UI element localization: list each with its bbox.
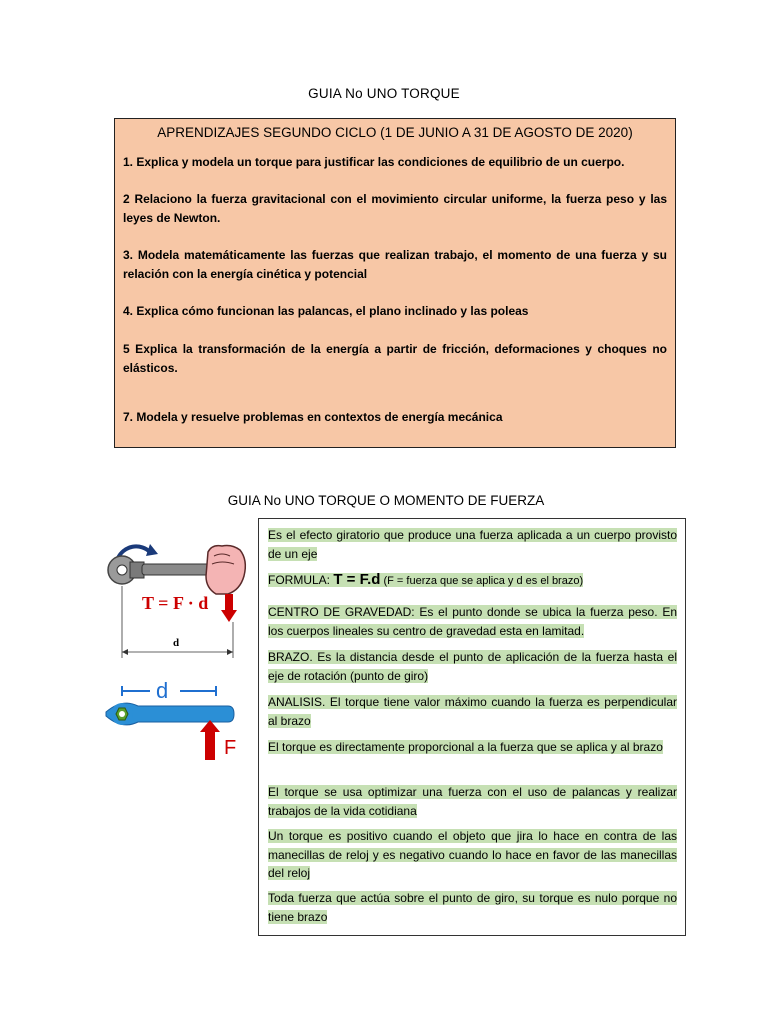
blue-wrench-figure (98, 676, 248, 766)
objective-item: 3. Modela matemáticamente las fuerzas que realizan trabajo, el momento de una fuerza y su relación con la energía cinética y potencial (123, 248, 667, 281)
force-label: F (224, 737, 237, 759)
definition-paragraph (268, 889, 677, 926)
definition-text: El torque se usa optimizar una fuerza con el uso de palancas y realizar trabajos de la vida cotidiana (268, 785, 677, 818)
torque-equation: T = F · d (142, 593, 209, 613)
definition-paragraph (268, 648, 677, 685)
learning-objectives-box (114, 118, 676, 448)
objective-item: 1. Explica y modela un torque para justificar las condiciones de equilibrio de un cuerpo. (123, 155, 625, 169)
definition-paragraph (268, 827, 677, 883)
definition-text: ANALISIS. El torque tiene valor máximo cuando la fuerza es perpendicular al brazo (268, 695, 677, 728)
formula-label: FORMULA: (268, 573, 334, 587)
learning-objectives-heading: APRENDIZAJES SEGUNDO CICLO (1 DE JUNIO A 31 DE AGOSTO DE 2020) (157, 125, 633, 140)
distance-label: d (173, 637, 180, 649)
definition-paragraph (268, 738, 677, 757)
force-arrow-icon (225, 594, 233, 610)
force-arrow-icon (200, 720, 220, 760)
section-title: GUIA No UNO TORQUE O MOMENTO DE FUERZA (227, 493, 545, 508)
definition-text: BRAZO. Es la distancia desde el punto de aplicación de la fuerza hasta el eje de rotación (punto de giro) (268, 650, 677, 683)
definition-paragraph (268, 783, 677, 820)
definition-paragraph (268, 603, 677, 640)
definition-text: Toda fuerza que actúa sobre el punto de giro, su torque es nulo porque no tiene brazo (268, 891, 677, 924)
definition-paragraph (268, 693, 677, 730)
fist-icon (206, 546, 245, 595)
formula: T = F.d (333, 571, 381, 588)
definition-text: El torque es directamente proporcional a la fuerza que se aplica y al brazo (268, 740, 663, 754)
formula-paragraph (268, 571, 677, 591)
wrench-torque-figure (100, 540, 250, 665)
objective-item: 2 Relaciono la fuerza gravitacional con el movimiento circular uniforme, la fuerza peso y las leyes de Newton. (123, 192, 667, 225)
definition-text: Es el efecto giratorio que produce una fuerza aplicada a un cuerpo provisto de un eje (268, 528, 677, 561)
formula-note: (F = fuerza que se aplica y d es el brazo) (380, 575, 584, 587)
distance-label: d (156, 678, 169, 703)
page-title: GUIA No UNO TORQUE (308, 86, 460, 101)
definition-text: Un torque es positivo cuando el objeto que jira lo hace en contra de las manecillas de reloj y es negativo cuando lo hace en favor de las manecillas del reloj (268, 829, 677, 880)
definitions-box (258, 518, 686, 936)
objective-item: 7. Modela y resuelve problemas en contextos de energía mecánica (123, 410, 503, 424)
objective-item: 4. Explica cómo funcionan las palancas, el plano inclinado y las poleas (123, 304, 529, 318)
definition-text: CENTRO DE GRAVEDAD: Es el punto donde se ubica la fuerza peso. En los cuerpos lineales su centro de gravedad esta en lamitad. (268, 605, 677, 638)
objective-item: 5 Explica la transformación de la energía a partir de fricción, deformaciones y choques no elásticos. (123, 342, 667, 375)
definition-paragraph (268, 526, 677, 563)
